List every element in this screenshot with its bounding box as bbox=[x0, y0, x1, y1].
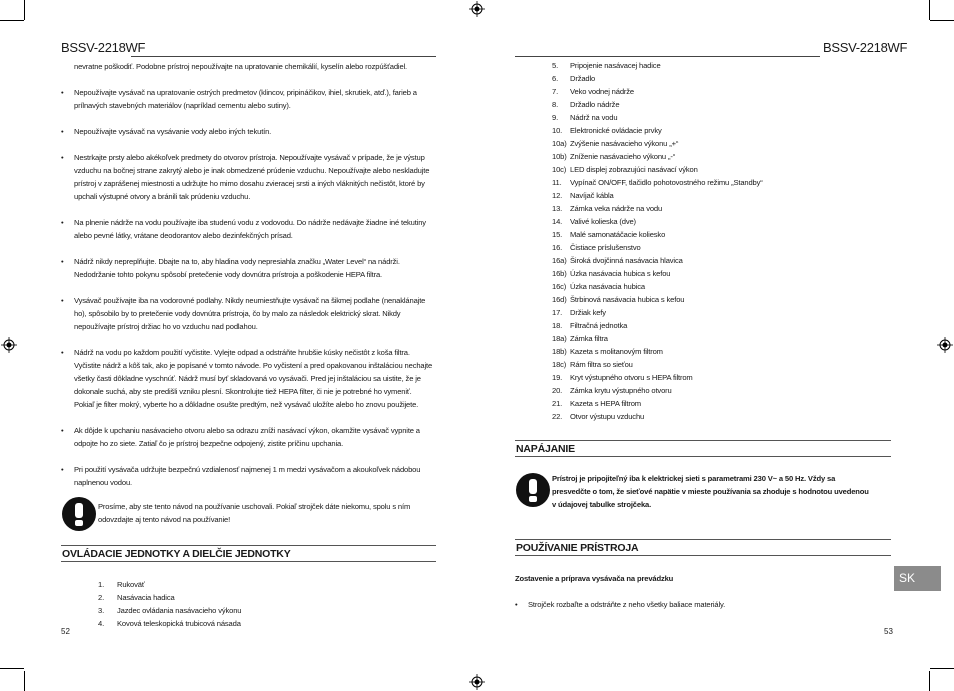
part-number: 13. bbox=[552, 204, 563, 213]
safety-bullets bbox=[61, 86, 436, 489]
part-number: 22. bbox=[552, 412, 563, 421]
bullet-line: ho), spôsobilo by to pretečenie vody dovnútra prístroja, čo by malo za následok elektrický skrat. Nikdy bbox=[74, 309, 401, 318]
part-item bbox=[552, 306, 763, 319]
part-number: 14. bbox=[552, 217, 563, 226]
bullet-line: Vyčistite nádrž a kôš tak, ako je popísané v tomto návode. Po vyčistení a pred opakovanou inštaláciou nechajte bbox=[74, 361, 433, 370]
bullet-line: Pokiaľ je filter mokrý, vyberte ho a dôkladne osušte predtým, než vysávač uložíte alebo ho znovu použijete. bbox=[74, 400, 419, 409]
exclamation-icon bbox=[62, 497, 96, 531]
registration-mark-icon bbox=[1, 337, 17, 353]
part-item bbox=[552, 59, 763, 72]
part-number: 9. bbox=[552, 113, 559, 122]
parts-list-right bbox=[552, 59, 763, 423]
part-label: Pripojenie nasávacej hadice bbox=[570, 61, 661, 70]
safety-bullet bbox=[61, 125, 436, 138]
crop-mark bbox=[929, 0, 930, 20]
part-label: Elektronické ovládacie prvky bbox=[570, 126, 662, 135]
safety-bullet bbox=[61, 255, 436, 281]
part-label: Nasávacia hadica bbox=[117, 593, 175, 602]
part-item bbox=[552, 72, 763, 85]
part-label: Úzka nasávacia hubica s kefou bbox=[570, 269, 671, 278]
part-number: 12. bbox=[552, 191, 563, 200]
part-label: Držadlo nádrže bbox=[570, 100, 620, 109]
bullet-line: prístroj v zaprášenej miestnosti a udržujte ho mimo dosahu zvieracej srsti a iných vláknitých nečistôt, ktoré by bbox=[74, 179, 425, 188]
usage-subtitle: Zostavenie a príprava vysávača na prevádzku bbox=[515, 574, 674, 583]
part-label: Kryt výstupného otvoru s HEPA filtrom bbox=[570, 373, 693, 382]
part-item bbox=[552, 98, 763, 111]
bullet-line: vzduchu na bočnej strane zakrytý alebo je inak obmedzené prúdenie vzduchu. Nepoužívajte alebo neskladujte bbox=[74, 166, 430, 175]
part-item bbox=[552, 345, 763, 358]
bullet-line: dokonale suchá, aby ste predišli vzniku plesní. Skontrolujte tiež HEPA filter, či nie je potrebné ho vymeniť. bbox=[74, 387, 412, 396]
part-item bbox=[552, 202, 763, 215]
safety-bullet bbox=[61, 294, 436, 333]
part-item bbox=[552, 176, 763, 189]
part-label: Vypínač ON/OFF, tlačidlo pohotovostného režimu „Standby“ bbox=[570, 178, 763, 187]
safety-bullet bbox=[61, 346, 436, 411]
part-item bbox=[552, 267, 763, 280]
crop-mark bbox=[930, 20, 954, 21]
part-number: 6. bbox=[552, 74, 559, 83]
part-label: Zvýšenie nasávacieho výkonu „+“ bbox=[570, 139, 679, 148]
section-rule bbox=[61, 545, 436, 546]
part-number: 15. bbox=[552, 230, 563, 239]
model-label-left: BSSV-2218WF bbox=[61, 40, 146, 55]
bullet-line: odpojte ho zo siete. Zatiaľ čo je prístroj bezpečne odpojený, zistite príčinu upchania. bbox=[74, 439, 344, 448]
registration-mark-icon bbox=[469, 1, 485, 17]
bullet-line: Nedodržanie tohto pokynu spôsobí pretečenie vody dovnútra prístroja a poškodenie HEPA filtra. bbox=[74, 270, 382, 279]
part-number: 10a) bbox=[552, 139, 567, 148]
language-tab: SK bbox=[894, 566, 941, 591]
part-item bbox=[552, 163, 763, 176]
part-number: 18b) bbox=[552, 347, 567, 356]
part-label: Navíjač kábla bbox=[570, 191, 614, 200]
safety-bullet bbox=[61, 151, 436, 203]
note-line: odovzdajte aj tento návod na používanie! bbox=[98, 515, 231, 524]
part-item bbox=[552, 241, 763, 254]
part-label: Kazeta s HEPA filtrom bbox=[570, 399, 641, 408]
part-number: 7. bbox=[552, 87, 559, 96]
part-number: 21. bbox=[552, 399, 563, 408]
safety-bullet bbox=[61, 216, 436, 242]
part-item bbox=[552, 358, 763, 371]
part-label: Filtračná jednotka bbox=[570, 321, 628, 330]
part-item bbox=[98, 591, 241, 604]
part-label: Nádrž na vodu bbox=[570, 113, 618, 122]
bullet-line: • Ak dôjde k upchaniu nasávacieho otvoru alebo sa odrazu zníži nasávací výkon, okamžite vysávač vypnite a bbox=[74, 426, 420, 435]
section-title-controls: OVLÁDACIE JEDNOTKY A DIELČIE JEDNOTKY bbox=[62, 548, 291, 560]
part-number: 4. bbox=[98, 619, 105, 628]
part-item bbox=[98, 617, 241, 630]
parts-list-left bbox=[98, 578, 241, 630]
part-number: 5. bbox=[552, 61, 559, 70]
power-note bbox=[515, 472, 895, 511]
part-item bbox=[552, 280, 763, 293]
bullet-line: naplnenou vodou. bbox=[74, 478, 132, 487]
part-label: LED displej zobrazujúci nasávací výkon bbox=[570, 165, 698, 174]
part-number: 3. bbox=[98, 606, 105, 615]
page-number-left: 52 bbox=[61, 627, 70, 636]
part-label: Valivé kolieska (dve) bbox=[570, 217, 636, 226]
header-rule-right bbox=[515, 56, 820, 57]
part-label: Široká dvojčinná nasávacia hlavica bbox=[570, 256, 683, 265]
bullet-line: • Nepoužívajte vysávač na vysávanie vody alebo iných tekutín. bbox=[74, 127, 272, 136]
part-number: 16d) bbox=[552, 295, 567, 304]
part-number: 16c) bbox=[552, 282, 567, 291]
part-item bbox=[552, 124, 763, 137]
crop-mark bbox=[0, 20, 24, 21]
part-number: 17. bbox=[552, 308, 563, 317]
bullet-line: alebo pevné látky, vrátane deodorantov alebo dezinfekčných prísad. bbox=[74, 231, 293, 240]
bullet-line: • Nádrž na vodu po každom použití vyčistite. Vylejte odpad a odstráňte hrubšie kúsky nečistôt z koša filtra. bbox=[74, 348, 410, 357]
part-label: Kovová teleskopická trubicová násada bbox=[117, 619, 241, 628]
bullet-line: upchali výstupné otvory a bránili tak prúdeniu vzduchu. bbox=[74, 192, 251, 201]
part-label: Zámka krytu výstupného otvoru bbox=[570, 386, 672, 395]
section-title-power: NAPÁJANIE bbox=[516, 443, 575, 455]
section-title-usage: POUŽÍVANIE PRÍSTROJA bbox=[516, 542, 639, 554]
crop-mark bbox=[930, 668, 954, 669]
part-number: 10c) bbox=[552, 165, 567, 174]
part-item bbox=[552, 215, 763, 228]
section-rule bbox=[515, 539, 891, 540]
part-label: Držadlo bbox=[570, 74, 596, 83]
bullet-line: • Vysávač používajte iba na vodorovné podlahy. Nikdy neumiestňujte vysávač na šikmej podlahe (nenaklánajte bbox=[74, 296, 426, 305]
part-item bbox=[552, 85, 763, 98]
part-label: Štrbinová nasávacia hubica s kefou bbox=[570, 295, 685, 304]
bullet-line: všetky časti dôkladne vyschnúť. Nádrž musí byť skladovaná vo vysávači. Pred jej inštaláciou sa uistite, že je bbox=[74, 374, 421, 383]
part-number: 19. bbox=[552, 373, 563, 382]
bullet-line: • Na plnenie nádrže na vodu používajte iba studenú vodu z vodovodu. Do nádrže nedávajte žiadne iné tekutiny bbox=[74, 218, 426, 227]
bullet-line: nepoužívajte prístroj držiac ho vo vzduchu nad podlahou. bbox=[74, 322, 258, 331]
section-rule bbox=[515, 555, 891, 556]
bullet-line: • Pri použití vysávača udržujte bezpečnú vzdialenosť najmenej 1 m medzi vysávačom a akoukoľvek nádobou bbox=[74, 465, 421, 474]
part-label: Jazdec ovládania nasávacieho výkonu bbox=[117, 606, 242, 615]
model-label-right: BSSV-2218WF bbox=[823, 40, 908, 55]
bullet-line: • Nestrkajte prsty alebo akékoľvek predmety do otvorov prístroja. Nepoužívajte vysávač v prípade, že je výstup bbox=[74, 153, 425, 162]
part-label: Zámka filtra bbox=[570, 334, 608, 343]
part-label: Veko vodnej nádrže bbox=[570, 87, 635, 96]
part-label: Čistiace príslušenstvo bbox=[570, 243, 641, 252]
part-number: 2. bbox=[98, 593, 105, 602]
left-page-body bbox=[61, 60, 436, 536]
safety-bullet bbox=[61, 463, 436, 489]
part-number: 20. bbox=[552, 386, 563, 395]
crop-mark bbox=[24, 0, 25, 20]
registration-mark-icon bbox=[469, 674, 485, 690]
power-note-line: v údajovej tabulke strojčeka. bbox=[552, 500, 652, 509]
safety-bullet bbox=[61, 86, 436, 112]
part-number: 16a) bbox=[552, 256, 567, 265]
part-item bbox=[552, 371, 763, 384]
part-item bbox=[552, 397, 763, 410]
part-number: 8. bbox=[552, 100, 559, 109]
part-item bbox=[552, 111, 763, 124]
part-item bbox=[552, 137, 763, 150]
crop-mark bbox=[0, 668, 24, 669]
crop-mark bbox=[929, 671, 930, 691]
part-number: 18a) bbox=[552, 334, 567, 343]
part-number: 11. bbox=[552, 178, 562, 187]
part-item bbox=[98, 578, 241, 591]
power-note-line: presvedčte o tom, že sieťové napätie v mieste používania sa zhoduje s hodnotou uvedenou bbox=[552, 487, 869, 496]
part-item bbox=[552, 254, 763, 267]
header-rule-left bbox=[131, 56, 436, 57]
part-label: Zámka veka nádrže na vodu bbox=[570, 204, 663, 213]
part-item bbox=[552, 332, 763, 345]
section-rule bbox=[61, 561, 436, 562]
part-number: 16. bbox=[552, 243, 563, 252]
keep-manual-note bbox=[61, 500, 436, 536]
part-item bbox=[552, 410, 763, 423]
exclamation-icon bbox=[516, 473, 550, 507]
part-item bbox=[552, 319, 763, 332]
part-label: Držiak kefy bbox=[570, 308, 606, 317]
part-label: Malé samonatáčacie koliesko bbox=[570, 230, 666, 239]
page-number-right: 53 bbox=[884, 627, 893, 636]
power-note-line: Prístroj je pripojiteľný iba k elektrickej sieti s parametrami 230 V~ a 50 Hz. Vždy sa bbox=[552, 474, 836, 483]
part-label: Rukoväť bbox=[117, 580, 145, 589]
part-item bbox=[552, 384, 763, 397]
part-number: 18. bbox=[552, 321, 563, 330]
part-label: Rám filtra so sieťou bbox=[570, 360, 633, 369]
part-label: Zníženie nasávacieho výkonu „-“ bbox=[570, 152, 676, 161]
registration-mark-icon bbox=[937, 337, 953, 353]
part-number: 1. bbox=[98, 580, 105, 589]
section-rule bbox=[515, 456, 891, 457]
part-number: 18c) bbox=[552, 360, 567, 369]
part-label: Úzka nasávacia hubica bbox=[570, 282, 645, 291]
crop-mark bbox=[24, 671, 25, 691]
part-item bbox=[98, 604, 241, 617]
part-item bbox=[552, 228, 763, 241]
safety-bullet bbox=[61, 424, 436, 450]
intro-text: nevratne poškodiť. Podobne prístroj nepoužívajte na upratovanie chemikálií, kyselín alebo rozpúšťadiel. bbox=[74, 62, 408, 71]
part-label: Kazeta s molitanovým filtrom bbox=[570, 347, 663, 356]
usage-bullet: • Strojček rozbaľte a odstráňte z neho všetky baliace materiály. bbox=[515, 598, 895, 611]
part-number: 16b) bbox=[552, 269, 567, 278]
bullet-line: • Nádrž nikdy nepreplňujte. Dbajte na to, aby hladina vody nepresiahla značku „Water Level“ na nádrži. bbox=[74, 257, 400, 266]
part-number: 10. bbox=[552, 126, 563, 135]
bullet-line: • Nepoužívajte vysávač na upratovanie ostrých predmetov (klincov, pripináčikov, ihiel, skrutiek, atď.), farieb a bbox=[74, 88, 417, 97]
part-item bbox=[552, 150, 763, 163]
part-number: 10b) bbox=[552, 152, 567, 161]
bullet-line: prílnavých stavebných materiálov (napríklad cementu alebo sutiny). bbox=[74, 101, 291, 110]
part-item bbox=[552, 189, 763, 202]
section-rule bbox=[515, 440, 891, 441]
part-label: Otvor výstupu vzduchu bbox=[570, 412, 645, 421]
part-item bbox=[552, 293, 763, 306]
note-line: Prosíme, aby ste tento návod na používanie uschovali. Pokiaľ strojček dáte niekomu, spolu s ním bbox=[98, 502, 411, 511]
